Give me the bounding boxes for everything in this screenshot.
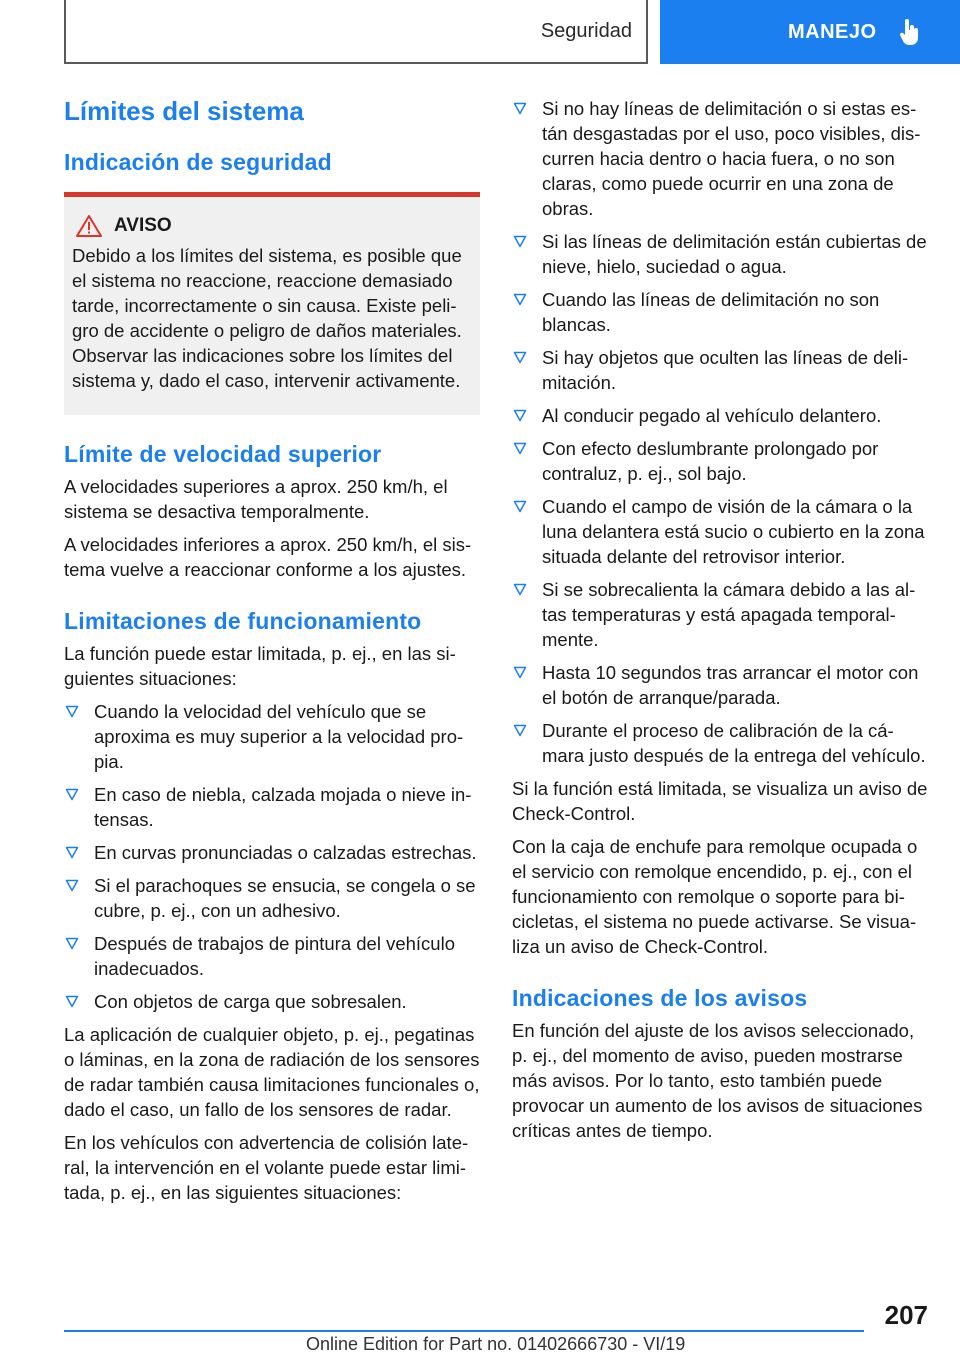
warnings-info-text: En función del ajuste de los avisos seleccionado, p. ej., del momento de aviso, pueden mostrarse más avisos. Por lo tanto, esto también puede provocar un aumento de los avisos de situaciones críticas antes de tiempo. xyxy=(512,1020,923,1141)
list-item xyxy=(512,660,928,710)
list-item-text: Si hay objetos que oculten las líneas de delimitación. xyxy=(542,347,909,393)
bullet-triangle-icon xyxy=(513,666,527,679)
check-control-paragraph: Si la función está limitada, se visualiza un aviso de Check-Control. xyxy=(512,778,928,824)
trailer-paragraph: Con la caja de enchufe para remolque ocupada o el servicio con remolque encendido, p. ej., con el funcionamiento con remolque o soporte para bicicletas, el sistema no puede activarse. Se visualiza un aviso de Check-Control. xyxy=(512,836,918,957)
header-chapter-label: MANEJO xyxy=(788,20,877,43)
warning-triangle-icon xyxy=(76,215,102,237)
list-item-text: En caso de niebla, calzada mojada o nieve intensas. xyxy=(94,784,472,830)
left-column xyxy=(64,96,480,1213)
list-item xyxy=(512,718,928,768)
warnings-info-heading: Indicaciones de los avisos xyxy=(512,985,808,1011)
right-column xyxy=(512,96,928,1151)
list-item xyxy=(64,989,480,1014)
bullet-triangle-icon xyxy=(65,846,79,859)
warning-header xyxy=(76,215,472,237)
speed-paragraph-1: A velocidades superiores a aprox. 250 km/h, el sistema se desactiva temporalmente. xyxy=(64,476,448,522)
bullet-triangle-icon xyxy=(513,724,527,737)
list-item xyxy=(512,345,928,395)
bullet-triangle-icon xyxy=(513,500,527,513)
warning-box xyxy=(64,192,480,415)
bullet-triangle-icon xyxy=(513,351,527,364)
list-item xyxy=(64,873,480,923)
list-item-text: Si el parachoques se ensucia, se congela o se cubre, p. ej., con un adhesivo. xyxy=(94,875,476,921)
bullet-triangle-icon xyxy=(65,879,79,892)
hand-pointer-icon xyxy=(899,19,921,45)
bullet-triangle-icon xyxy=(513,409,527,422)
list-item-text: Con objetos de carga que sobresalen. xyxy=(94,991,407,1012)
list-item-text: Hasta 10 segundos tras arrancar el motor con el botón de arranque/parada. xyxy=(542,662,919,708)
list-item xyxy=(512,287,928,337)
warning-label: AVISO xyxy=(114,215,172,236)
page-number: 207 xyxy=(884,1300,928,1330)
list-item xyxy=(64,931,480,981)
list-item xyxy=(512,577,928,652)
footer-divider xyxy=(64,1330,864,1332)
speed-heading: Límite de velocidad superior xyxy=(64,441,382,467)
bullet-triangle-icon xyxy=(513,442,527,455)
header-chapter-tab[interactable] xyxy=(660,0,960,64)
bullet-triangle-icon xyxy=(513,235,527,248)
bullet-triangle-icon xyxy=(65,937,79,950)
list-item-text: Si las líneas de delimitación están cubiertas de nieve, hielo, suciedad o agua. xyxy=(542,231,927,277)
bullet-triangle-icon xyxy=(513,293,527,306)
list-item xyxy=(512,96,928,221)
bullet-triangle-icon xyxy=(65,995,79,1008)
header-section-label: Seguridad xyxy=(540,19,632,42)
bullet-triangle-icon xyxy=(513,102,527,115)
list-item xyxy=(512,436,928,486)
list-item-text: En curvas pronunciadas o calzadas estrechas. xyxy=(94,842,477,863)
speed-paragraph-2: A velocidades inferiores a aprox. 250 km/h, el sistema vuelve a reaccionar conforme a los ajustes. xyxy=(64,534,472,580)
list-item xyxy=(512,403,928,428)
list-item-text: Al conducir pegado al vehículo delantero. xyxy=(542,405,882,426)
limits-list-right xyxy=(512,96,928,768)
list-item xyxy=(64,840,480,865)
list-item-text: Después de trabajos de pintura del vehículo inadecuados. xyxy=(94,933,455,979)
page-title: Límites del sistema xyxy=(64,96,304,126)
limits-heading: Limitaciones de funcionamiento xyxy=(64,608,422,634)
bullet-triangle-icon xyxy=(65,788,79,801)
radar-paragraph: La aplicación de cualquier objeto, p. ej., pegatinas o láminas, en la zona de radiación de los sensores de radar también causa limitaciones funcionales o, dado el caso, un fallo de los sensores de radar. xyxy=(64,1024,480,1120)
bullet-triangle-icon xyxy=(513,583,527,596)
bullet-triangle-icon xyxy=(65,705,79,718)
list-item xyxy=(512,229,928,279)
limits-intro: La función puede estar limitada, p. ej., en las siguientes situaciones: xyxy=(64,643,456,689)
list-item-text: Cuando el campo de visión de la cámara o la luna delantera está sucio o cubierto en la zona situada delante del retrovisor interior. xyxy=(542,496,925,567)
list-item-text: Si no hay líneas de delimitación o si estas están desgastadas por el uso, poco visibles, discurren hacia dentro o hacia fuera, o no son claras, como puede ocurrir en una zona de obras. xyxy=(542,98,921,219)
list-item-text: Si se sobrecalienta la cámara debido a las altas temperaturas y está apagada temporalmente. xyxy=(542,579,916,650)
list-item-text: Durante el proceso de calibración de la cámara justo después de la entrega del vehículo. xyxy=(542,720,926,766)
list-item xyxy=(64,782,480,832)
lateral-paragraph: En los vehículos con advertencia de colisión lateral, la intervención en el volante puede estar limitada, p. ej., en las siguientes situaciones: xyxy=(64,1132,469,1203)
list-item-text: Cuando las líneas de delimitación no son blancas. xyxy=(542,289,880,335)
warning-text: Debido a los límites del sistema, es posible que el sistema no reaccione, reaccione demasiado tarde, incorrectamente o sin causa. Existe peligro de accidente o peligro de daños materiales. Observar las indicaciones sobre los límites del sistema y, dado el caso, intervenir activamente. xyxy=(72,245,462,391)
list-item-text: Con efecto deslumbrante prolongado por contraluz, p. ej., sol bajo. xyxy=(542,438,879,484)
header-section-box xyxy=(64,0,648,64)
safety-heading: Indicación de seguridad xyxy=(64,149,332,175)
edition-note: Online Edition for Part no. 01402666730 - VI/19 xyxy=(306,1334,686,1354)
limits-list-left xyxy=(64,699,480,1014)
list-item xyxy=(64,699,480,774)
list-item xyxy=(512,494,928,569)
list-item-text: Cuando la velocidad del vehículo que se aproxima es muy superior a la velocidad propia. xyxy=(94,701,464,772)
